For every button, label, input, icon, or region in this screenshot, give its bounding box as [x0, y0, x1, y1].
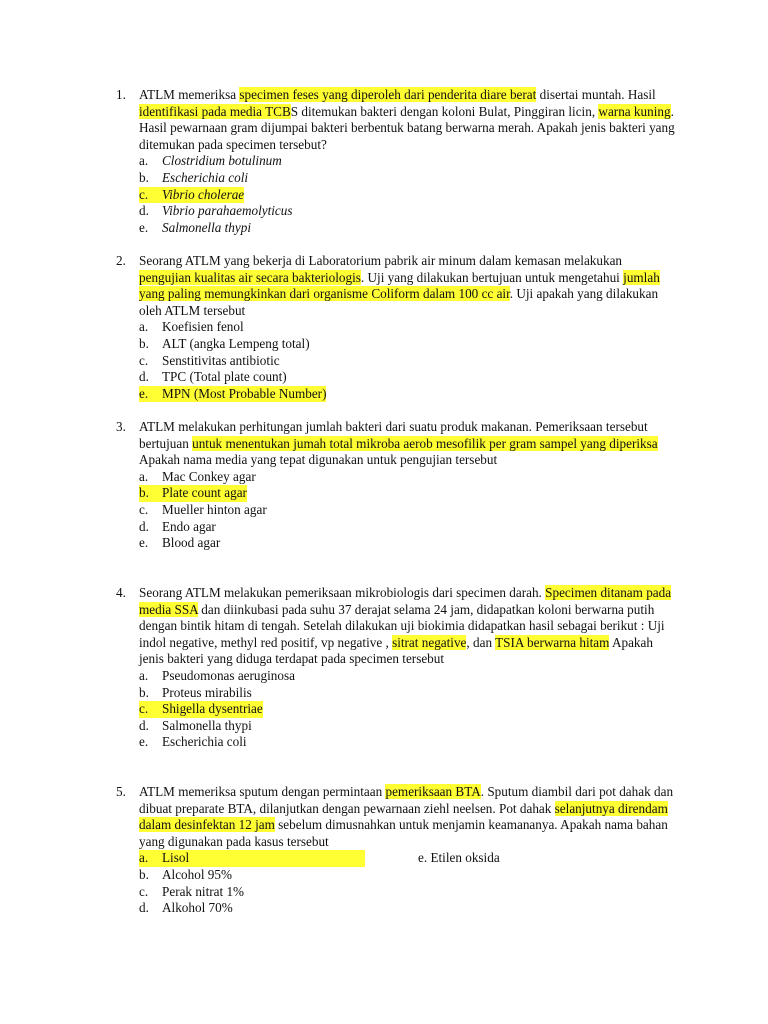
options-list: [139, 668, 676, 751]
question-text-segment: ATLM memeriksa: [139, 87, 240, 102]
option-letter: e.: [139, 219, 149, 235]
option-text: Proteus mirabilis: [162, 684, 252, 700]
option-letter: e.: [139, 386, 164, 403]
question-text-segment: sebelum dimusnahkan untuk menjamin keamananya. Apakah nama bahan yang digunakan pada kasus tersebut: [139, 817, 668, 849]
option-letter: c.: [139, 187, 164, 204]
option-letter: b.: [139, 684, 149, 700]
question-text-segment: dan diinkubasi pada suhu 37 derajat selama 24 jam, didapatkan koloni berwarna putih dengan bintik hitam di tengah. Setelah dilakukan uji biokimia didapatkan hasil sebagai berikut : Uji indol negative, methyl red positif, vp negative ,: [139, 601, 665, 650]
option-a: [139, 319, 676, 336]
question-text: [139, 87, 676, 153]
option-letter: d.: [139, 900, 149, 916]
option-letter: a.: [139, 667, 149, 683]
option-a-answer: [139, 850, 676, 867]
option-letter: a.: [139, 153, 149, 169]
option-e: [139, 734, 676, 751]
option-letter: b.: [139, 485, 165, 502]
option-letter: b.: [139, 169, 149, 185]
highlighted-text: TSIA berwarna hitam: [495, 634, 610, 650]
option-letter: a.: [139, 468, 149, 484]
option-text: Salmonella thypi: [162, 219, 252, 235]
question-text-segment: . Sputum diambil dari pot dahak dan dibuat preparate BTA, dilanjutkan dengan pewarnaan ziehl neelsen. Pot dahak: [139, 784, 674, 816]
highlighted-text: specimen feses yang diperoleh dari penderita diare berat: [239, 87, 537, 102]
option-text: ALT (angka Lempeng total): [162, 335, 310, 351]
option-text: Mueller hinton agar: [162, 501, 267, 517]
option-letter: d.: [139, 203, 149, 219]
question-number: 5.: [116, 784, 126, 799]
question-text-segment: ATLM memeriksa sputum dengan permintaan: [139, 784, 386, 799]
options-list: [139, 469, 676, 552]
question-text-segment: Seorang ATLM melakukan pemeriksaan mikrobiologis dari specimen darah.: [139, 585, 546, 600]
question-number: 2.: [116, 253, 126, 268]
option-e: [139, 220, 676, 237]
option-c-answer: [139, 187, 676, 204]
option-letter: b.: [139, 866, 149, 882]
option-text: Senstitivitas antibiotic: [162, 352, 280, 368]
option-d: [139, 900, 676, 917]
option-b: [139, 336, 676, 353]
question-text: [139, 784, 676, 850]
question-text-segment: . Hasil pewarnaan gram dijumpai bakteri berbentuk batang berwarna merah. Apakah jenis bakteri yang ditemukan pada specimen tersebut?: [139, 103, 675, 152]
option-letter: d.: [139, 717, 149, 733]
options-list: [139, 850, 676, 916]
question-3: [116, 419, 676, 552]
question-text-segment: disertai muntah. Hasil: [536, 87, 656, 102]
option-text: Blood agar: [162, 535, 221, 551]
option-b: [139, 867, 676, 884]
option-text: Clostridium botulinum: [162, 153, 282, 169]
highlighted-text: untuk menentukan jumah total mikroba aerob mesofilik per gram sampel yang diperiksa: [192, 435, 658, 451]
option-a: [139, 668, 676, 685]
highlighted-text: sitrat negative: [392, 634, 467, 650]
option-d: [139, 203, 676, 220]
question-4: [116, 585, 676, 751]
highlighted-text: pemeriksaan BTA: [385, 784, 481, 799]
highlighted-text: jumlah yang paling memungkinkan dari organisme Coliform dalam 100 cc air: [139, 269, 660, 302]
option-text: Alkohol 70%: [162, 900, 233, 916]
option-letter: b.: [139, 335, 149, 351]
question-text-segment: ATLM melakukan perhitungan jumlah bakteri dari suatu produk makanan. Pemeriksaan tersebut bertujuan: [139, 419, 648, 451]
option-letter: d.: [139, 369, 149, 385]
option-letter: c.: [139, 501, 149, 517]
options-list: [139, 319, 676, 402]
question-text: [139, 585, 676, 668]
option-text: Lisol: [162, 850, 365, 867]
option-letter: c.: [139, 701, 164, 718]
option-c-answer: [139, 701, 676, 718]
option-text: Alcohol 95%: [162, 866, 232, 882]
highlighted-text: identifikasi pada media TCB: [139, 103, 291, 119]
question-text-segment: , dan: [466, 634, 496, 650]
option-text: Koefisien fenol: [162, 319, 244, 335]
option-text: Plate count agar: [162, 485, 247, 501]
highlighted-text: pengujian kualitas air secara bakteriologis: [139, 269, 361, 285]
option-text: Salmonella thypi: [162, 717, 252, 733]
question-text: [139, 253, 676, 319]
option-d: [139, 519, 676, 536]
option-text: TPC (Total plate count): [162, 369, 287, 385]
question-text-segment: S ditemukan bakteri dengan koloni Bulat, Pinggiran licin,: [290, 103, 599, 119]
option-letter: a.: [139, 319, 149, 335]
option-text: Vibrio parahaemolyticus: [162, 203, 293, 219]
option-text: Escherichia coli: [162, 169, 249, 185]
option-text: MPN (Most Probable Number): [162, 385, 327, 401]
option-text: Escherichia coli: [162, 734, 247, 750]
question-text-segment: . Uji apakah yang dilakukan oleh ATLM tersebut: [139, 286, 659, 318]
option-text: Endo agar: [162, 518, 216, 534]
option-c: [139, 502, 676, 519]
question-text-segment: Apakah nama media yang tepat digunakan untuk pengujian tersebut: [139, 452, 498, 468]
question-text-segment: Seorang ATLM yang bekerja di Laboratorium pabrik air minum dalam kemasan melakukan: [139, 253, 623, 268]
option-text: Shigella dysentriae: [162, 701, 263, 717]
option-letter: e.: [139, 535, 149, 551]
option-a: [139, 469, 676, 486]
question-number: 3.: [116, 419, 126, 434]
question-text-segment: Apakah jenis bakteri yang diduga terdapat pada specimen tersebut: [139, 634, 653, 667]
highlighted-text: selanjutnya direndam dalam desinfektan 12 jam: [139, 800, 668, 833]
option-text: Perak nitrat 1%: [162, 883, 245, 899]
option-b-answer: [139, 485, 676, 502]
option-text: Vibrio cholerae: [162, 186, 245, 202]
question-number: 1.: [116, 87, 126, 102]
option-letter: c.: [139, 883, 149, 899]
option-letter: e.: [139, 734, 149, 750]
option-a: [139, 153, 676, 170]
option-d: [139, 718, 676, 735]
question-2: [116, 253, 676, 402]
option-c: [139, 353, 676, 370]
option-letter: c.: [139, 352, 149, 368]
option-e: [139, 535, 676, 552]
highlighted-text: Specimen ditanam pada media SSA: [139, 585, 672, 617]
option-letter: d.: [139, 518, 149, 534]
question-5: [116, 784, 676, 917]
option-letter: a.: [139, 850, 164, 867]
highlighted-text: warna kuning: [598, 103, 671, 119]
option-b: [139, 685, 676, 702]
option-e-inline: e. Etilen oksida: [418, 850, 500, 866]
option-text: Mac Conkey agar: [162, 468, 256, 484]
question-text: [139, 419, 676, 469]
question-1: [116, 87, 676, 236]
option-e-answer: [139, 386, 676, 403]
option-c: [139, 884, 676, 901]
option-text: Pseudomonas aeruginosa: [162, 667, 295, 683]
options-list: [139, 153, 676, 236]
option-d: [139, 369, 676, 386]
question-text-segment: . Uji yang dilakukan bertujuan untuk mengetahui: [360, 269, 624, 285]
option-b: [139, 170, 676, 187]
question-number: 4.: [116, 585, 126, 600]
